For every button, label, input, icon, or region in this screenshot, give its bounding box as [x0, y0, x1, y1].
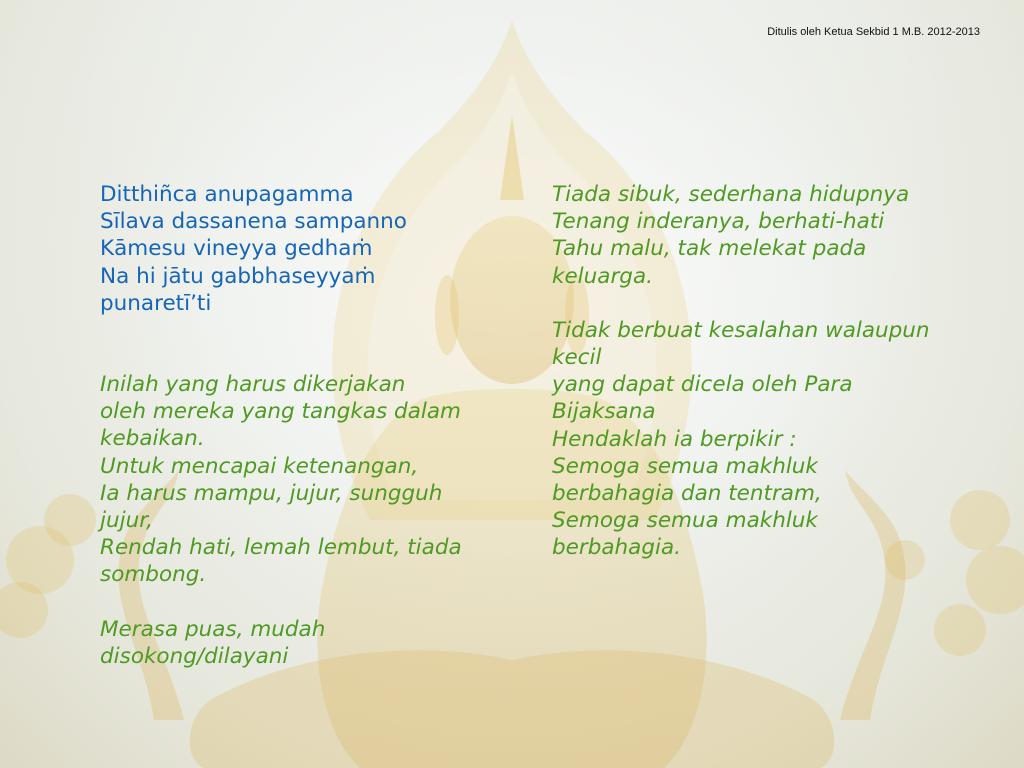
- pali-line: Na hi jātu gabbhaseyyaṁ: [100, 263, 376, 289]
- translation-line: Semoga semua makhluk: [552, 453, 818, 479]
- translation-verse: [100, 371, 500, 589]
- author-credit: Ditulis oleh Ketua Sekbid 1 M.B. 2012-2013: [767, 26, 980, 38]
- translation-line: Rendah hati, lemah lembut, tiada: [100, 535, 462, 561]
- translation-line: berbahagia dan tentram,: [552, 481, 822, 507]
- translation-line: Hendaklah ia berpikir :: [552, 426, 797, 452]
- translation-line: keluarga.: [552, 263, 653, 289]
- translation-line: yang dapat dicela oleh Para: [552, 372, 853, 398]
- translation-line: oleh mereka yang tangkas dalam: [100, 399, 461, 425]
- translation-line: Tiada sibuk, sederhana hidupnya: [552, 182, 910, 207]
- translation-line: Tenang inderanya, berhati-hati: [552, 209, 885, 235]
- pali-line: Kāmesu vineyya gedhaṁ: [100, 236, 373, 262]
- pali-line: Sīlava dassanena sampanno: [100, 209, 407, 235]
- translation-line: berbahagia.: [552, 535, 681, 561]
- translation-stanza-2: [552, 317, 972, 562]
- pali-line: punaretī’ti: [100, 290, 212, 316]
- translation-line: Ia harus mampu, jujur, sungguh: [100, 480, 443, 506]
- left-column: [100, 181, 500, 670]
- translation-verse-2: [100, 616, 500, 670]
- translation-stanza-1: [552, 181, 972, 290]
- translation-line: sombong.: [100, 562, 207, 588]
- translation-line: Tahu malu, tak melekat pada: [552, 236, 867, 262]
- pali-verse: [100, 181, 500, 317]
- translation-line: kecil: [552, 345, 602, 371]
- translation-line: jujur,: [100, 508, 153, 534]
- translation-line: kebaikan.: [100, 426, 205, 452]
- translation-line: Merasa puas, mudah: [100, 616, 326, 642]
- translation-line: Tidak berbuat kesalahan walaupun: [552, 317, 930, 343]
- translation-line: Semoga semua makhluk: [552, 508, 818, 534]
- translation-line: Untuk mencapai ketenangan,: [100, 453, 419, 479]
- translation-line: Bijaksana: [552, 399, 656, 425]
- translation-line: disokong/dilayani: [100, 643, 289, 669]
- pali-line: Ditthiñca anupagamma: [100, 182, 354, 207]
- right-column: [552, 181, 972, 562]
- translation-line: Inilah yang harus dikerjakan: [100, 372, 406, 398]
